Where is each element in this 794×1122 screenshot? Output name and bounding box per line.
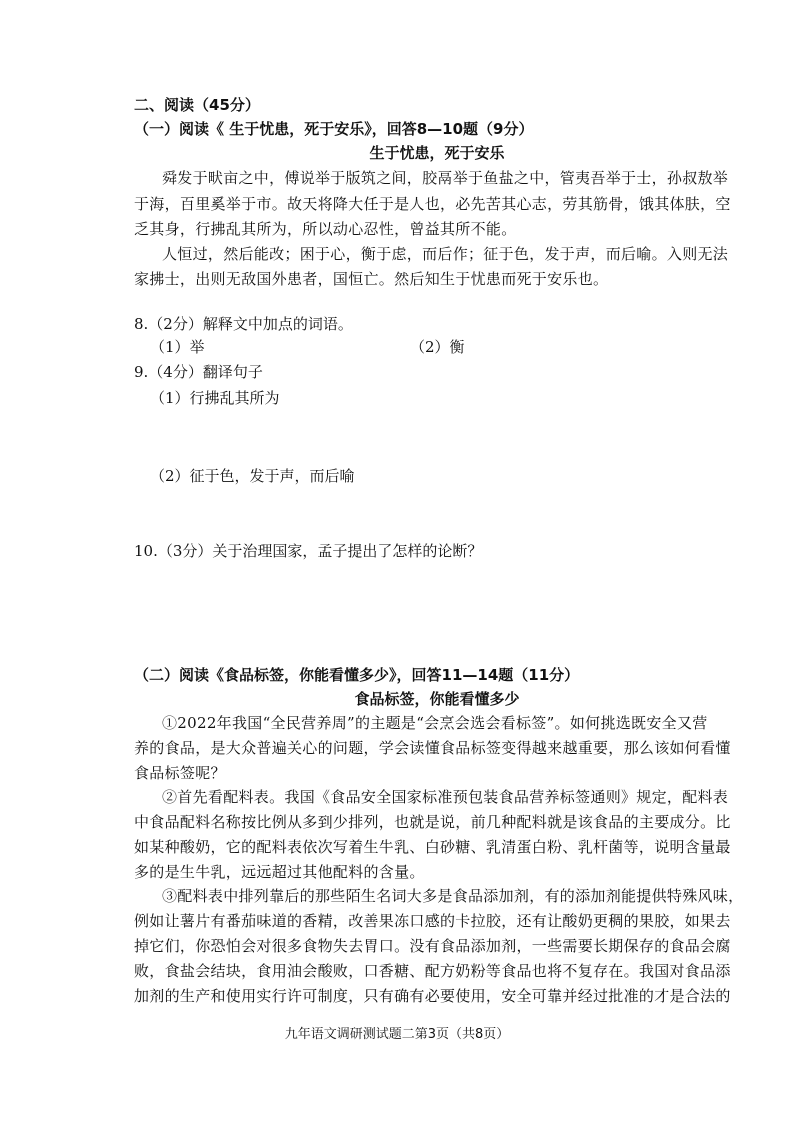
part2-para3-line4: 败，食盐会结块，食用油会酸败，口香糖、配方奶粉等食品也将不复存在。我国对食品添 bbox=[134, 962, 731, 980]
part2-heading: （二）阅读《食品标签，你能看懂多少》，回答11—14题（11分） bbox=[134, 666, 580, 684]
part2-title: 食品标签，你能看懂多少 bbox=[354, 690, 520, 708]
part2-para1-line1: ①2022年我国“全民营养周”的主题是“会烹会选会看标签”。如何挑选既安全又营 bbox=[162, 714, 708, 732]
question-8-item-1: （1）举 bbox=[150, 338, 205, 356]
part2-para2-line3: 如某种酸奶，它的配料表依次写着生牛乳、白砂糖、乳清蛋白粉、乳杆菌等，说明含量最 bbox=[134, 838, 731, 856]
part1-heading: （一）阅读《 生于忧患，死于安乐》，回答8—10题（9分） bbox=[134, 120, 534, 138]
part1-title: 生于忧患，死于安乐 bbox=[369, 144, 505, 162]
part1-para1-line3: 乏其身，行拂乱其所为，所以动心忍性，曾益其所不能。 bbox=[134, 220, 517, 238]
question-9-item-2: （2）征于色，发于声，而后喻 bbox=[150, 467, 355, 485]
part1-para1-line1: 舜发于畎亩之中，傅说举于版筑之间，胶鬲举于鱼盐之中，管夷吾举于士，孙叔敖举 bbox=[162, 169, 729, 187]
question-8: 8.（2分）解释文中加点的词语。 bbox=[134, 315, 353, 333]
part2-para2-line2: 中食品配料名称按比例从多到少排列，也就是说，前几种配料就是该食品的主要成分。比 bbox=[134, 813, 731, 831]
part2-para2-line1: ②首先看配料表。我国《食品安全国家标准预包装食品营养标签通则》规定，配料表 bbox=[162, 788, 729, 806]
question-8-item-2: （2）衡 bbox=[410, 338, 465, 356]
question-9-item-1: （1）行拂乱其所为 bbox=[150, 389, 280, 407]
section-heading: 二、阅读（45分） bbox=[134, 96, 260, 114]
question-10: 10.（3分）关于治理国家，孟子提出了怎样的论断？ bbox=[134, 542, 483, 560]
part2-para1-line2: 养的食品，是大众普遍关心的问题，学会读懂食品标签变得越来越重要，那么该如何看懂 bbox=[134, 739, 731, 757]
part2-para3-line5: 加剂的生产和使用实行许可制度，只有确有必要使用，安全可靠并经过批准的才是合法的 bbox=[134, 987, 731, 1005]
part2-para3-line2: 例如让薯片有番茄味道的香精，改善果冻口感的卡拉胶，还有让酸奶更稠的果胶，如果去 bbox=[134, 912, 731, 930]
page-footer: 九年语文调研测试题二第3页（共8页） bbox=[284, 1027, 510, 1042]
part1-para2-line2: 家拂士，出则无敌国外患者，国恒亡。然后知生于忧患而死于安乐也。 bbox=[134, 270, 609, 288]
question-9: 9.（4分）翻译句子 bbox=[134, 363, 263, 381]
part2-para2-line4: 多的是生牛乳，远远超过其他配料的含量。 bbox=[134, 863, 425, 881]
part2-para3-line3: 掉它们，你恐怕会对很多食物失去胃口。没有食品添加剂，一些需要长期保存的食品会腐 bbox=[134, 937, 731, 955]
part1-para2-line1: 人恒过，然后能改；困于心，衡于虑，而后作；征于色，发于声，而后喻。入则无法 bbox=[162, 245, 729, 263]
part1-para1-line2: 于海，百里奚举于市。故天将降大任于是人也，必先苦其心志，劳其筋骨，饿其体肤，空 bbox=[134, 195, 731, 213]
part2-para3-line1: ③配料表中排列靠后的那些陌生名词大多是食品添加剂，有的添加剂能提供特殊风味， bbox=[162, 887, 744, 905]
part2-para1-line3: 食品标签呢？ bbox=[134, 764, 226, 782]
